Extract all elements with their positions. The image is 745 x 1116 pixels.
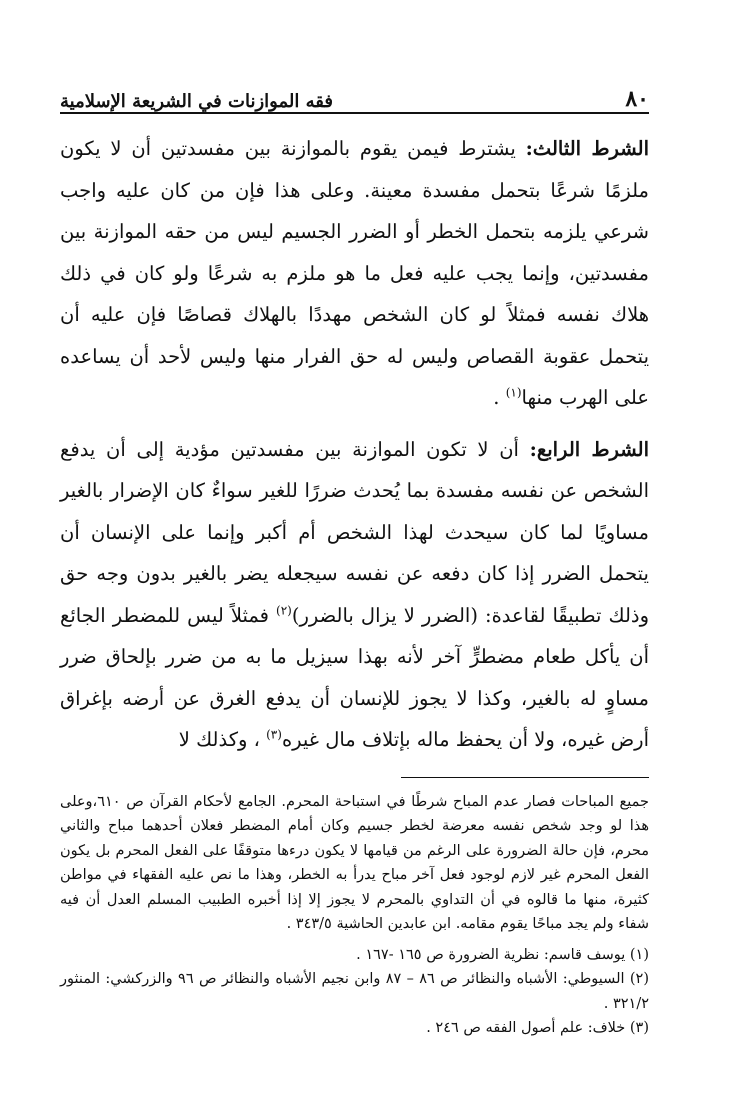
footnote-item: (١) يوسف قاسم: نظرية الضرورة ص ١٦٥ -١٦٧ . (356, 946, 649, 963)
footnote-ref: (١) (505, 385, 522, 400)
footnote-item: (٢) السيوطي: الأشباه والنظائر ص ٨٦ – ٨٧ وابن نجيم الأشباه والنظائر ص ٩٦ والزركشي: المنثور ٣٢١/٢ . (60, 971, 649, 1012)
paragraph-tail: . (493, 386, 506, 409)
page-number: ٨٠ (625, 86, 649, 112)
paragraph-third-condition (60, 128, 649, 419)
footnote-item: (٣) خلاف: علم أصول الفقه ص ٢٤٦ . (426, 1020, 649, 1036)
footnote-ref: (٢) (276, 603, 292, 617)
footnote-continuation: جميع المباحات فصار عدم المباح شرطًا في استباحة المحرم. الجامع لأحكام القرآن ص ٦١٠،وعلى هذا لو وجد شخص نفسه معرضة لخطر جسيم وكان أمام المضطر فعلان أحدهما مباح والثاني محرم، فإن حالة الضرورة على الرغم من قيامها لا يكون درءها متوقفًا على الفعل المحرم بل يكون الفعل المحرم غير لازم لوجود فعل آخر مباح يدرأ به الخطر، وهذا ما نص عليه الفقهاء في مواطن كثيرة، منها ما قالوه في أن التداوي بالمحرم لا يجوز إلا إذا أخبره الطبيب المسلم العدل أن فيه شفاء ولم يجد مباحًا يقوم مقامه. ابن عابدين الحاشية ٣٤٣/٥ . (60, 793, 649, 932)
paragraph-text: يشترط فيمن يقوم بالموازنة بين مفسدتين أن لا يكون ملزمًا شرعًا بتحمل مفسدة معينة. وعلى هذا فإن من كان عليه واجب شرعي يلزمه بتحمل الخطر أو الضرر الجسيم ليس من حقه الموازنة بين مفسدتين، وإنما يجب عليه فعل ما هو ملزم به شرعًا ولو كان في ذلك هلاك نفسه فمثلاً لو كان الشخص مهددًا بالهلاك قصاصًا فإن عليه أن يتحمل عقوبة القصاص وليس له حق الفرار منها وليس لأحد أن يساعده على الهرب منها (60, 137, 649, 409)
footnote-list (60, 943, 649, 1041)
paragraph-tail: ، وكذلك لا (178, 728, 267, 751)
paragraph-fourth-condition (60, 429, 649, 761)
footnote-ref: (٣) (266, 727, 282, 742)
paragraph-text: أن لا تكون الموازنة بين مفسدتين مؤدية إلى أن يدفع الشخص عن نفسه مفسدة بما يُحدث ضررًا للغير سواءٌ كان الإضرار بالغير مساويًا لما كان سيحدث لهذا الشخص أم أكبر وإنما على الإنسان أن يتحمل الضرر إذا كان دفعه عن نفسه سيجعله يضر بالغير بدون وجه حق وذلك تطبيقًا لقاعدة: (الضرر لا يزال بالضرر) (60, 437, 649, 627)
running-title: فقه الموازنات في الشريعة الإسلامية (60, 91, 333, 112)
paragraph-text-continued: فمثلاً ليس للمضطر الجائع أن يأكل طعام مضطرٍّ آخر لأنه بهذا سيزيل ما به من ضرر بإلحاق ضرر مساوٍ له بالغير، وكذا لا يجوز للإنسان أن يدفع الغرق عن أرضه بإغراق أرض غيره، ولا أن يحفظ ماله بإتلاف مال غيره (60, 603, 649, 751)
paragraph-term: الشرط الثالث: (525, 137, 650, 160)
footnote-divider (401, 777, 649, 778)
footnotes (60, 790, 649, 1041)
paragraph-term: الشرط الرابع: (529, 437, 649, 461)
running-header (60, 74, 649, 114)
main-text (60, 128, 649, 761)
